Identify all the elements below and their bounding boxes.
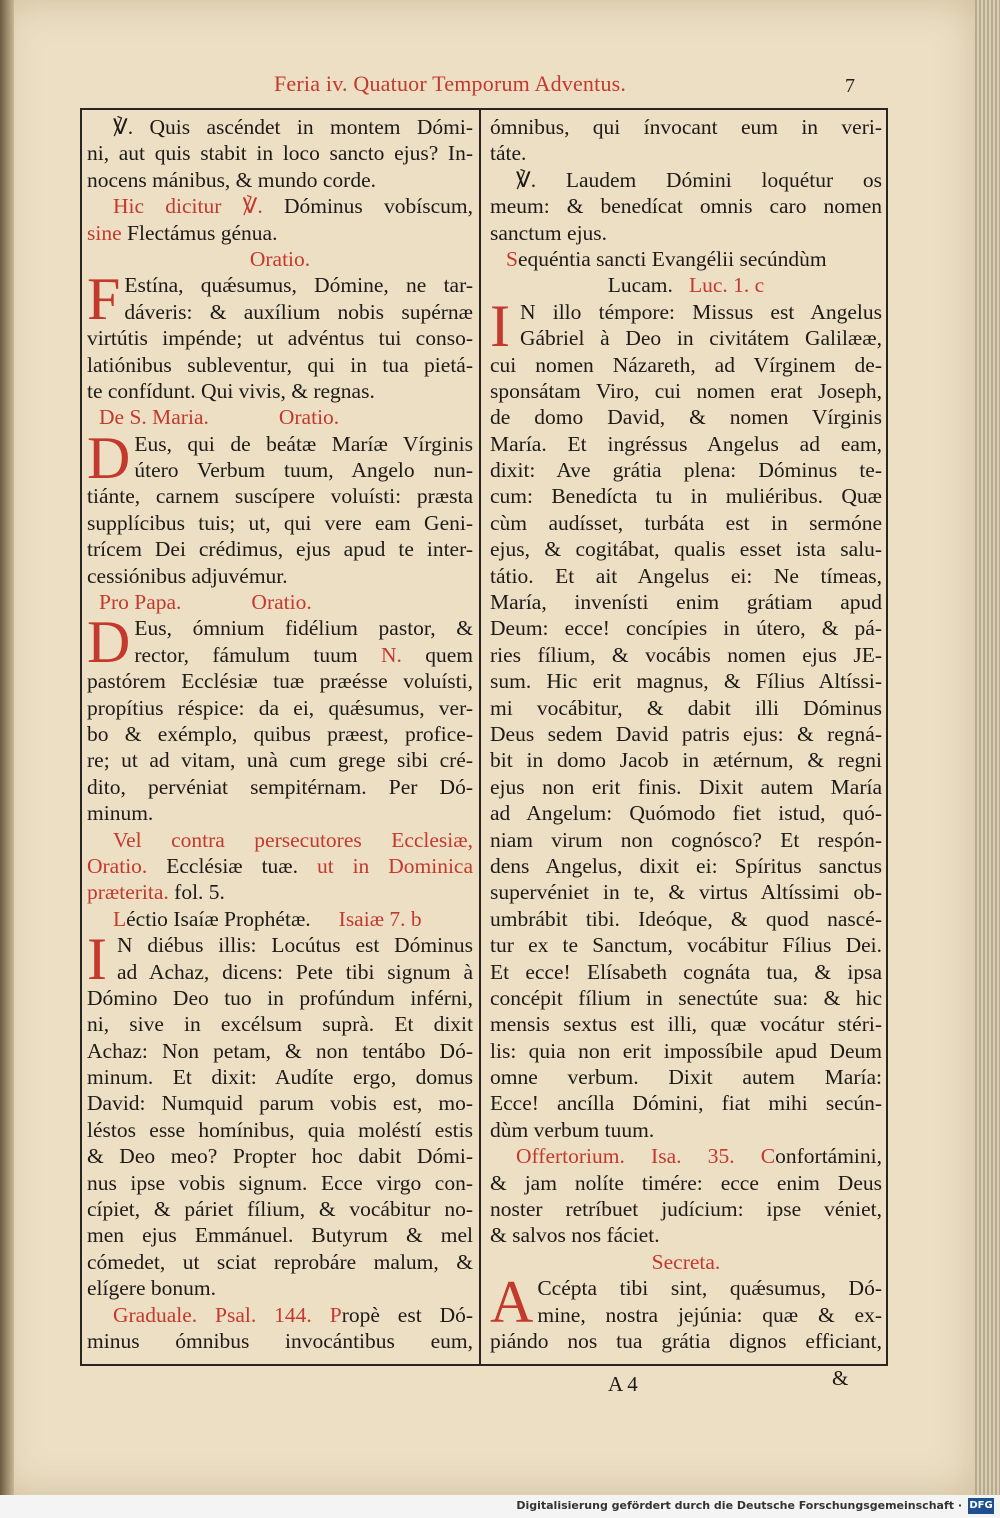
text-line: meum: & benedícat omnis caro nomen	[490, 194, 882, 219]
text-line: cómedet, ut sciat reprobáre malum, &	[87, 1249, 473, 1274]
text-line: ómnibus, qui ínvocant eum in veri-	[490, 115, 882, 139]
text: ropè est Dó-	[341, 1302, 473, 1327]
text-line: sponsátam Viro, cui nomen erat Joseph,	[490, 378, 882, 403]
text-line: sanctum ejus.	[490, 220, 608, 245]
column-divider	[479, 108, 481, 1366]
drop-initial: D	[87, 430, 131, 484]
text: Dóminus vobíscum,	[283, 194, 473, 219]
rubric: ut in Dominica	[316, 853, 473, 878]
text: Flectámus génua.	[127, 220, 278, 245]
text-line: Ccépta tibi sint, quǽsumus, Dó-	[537, 1276, 882, 1301]
rubric-line: Vel contra persecutores Ecclesiæ,	[113, 827, 473, 852]
section-heading: Oratio.	[249, 246, 311, 271]
running-title: Feria iv. Quatuor Temporum Adventus.	[274, 71, 627, 96]
text-line: lis: quia non erit impossíbile apud Deum	[490, 1038, 882, 1063]
text: rector, fámulum tuum	[134, 642, 358, 667]
text-line: N illo témpore: Missus est Angelus	[519, 299, 882, 324]
drop-initial: F	[87, 272, 121, 326]
rubric: Offertorium. Isa. 35.	[516, 1144, 735, 1169]
text-line: útero Verbum tuum, Angelo nun-	[134, 458, 473, 483]
text-line: David: Numquid parum vobis est, mo-	[87, 1091, 473, 1116]
text-line: ries fílium, & vocábis nomen ejus JE-	[490, 642, 882, 667]
text-line: Deus sedem David patris ejus: & regná-	[490, 721, 882, 746]
text-line: niam virum non cognósco? Et respón-	[490, 827, 882, 852]
text-line: María, invenísti enim grátiam apud	[490, 590, 882, 615]
text-line: mensis sextus est illi, quæ vocátur stéri-	[490, 1012, 882, 1037]
text-line: bit in domo Jacob in ætérnum, & regni	[490, 748, 882, 773]
text-line: trícem Dei crédimus, ejus apud te inter-	[87, 537, 473, 562]
rubric: præterita.	[87, 880, 169, 905]
initial: L	[113, 906, 127, 931]
text-line: cessiónibus adjuvémur.	[87, 563, 288, 588]
text-line: virtútis impénde; ut advéntus tui conso-	[87, 326, 473, 351]
text-line: N diébus illis: Locútus est Dóminus	[116, 933, 473, 958]
lesson-heading	[87, 906, 473, 932]
citation: Isaiæ 7. b	[338, 906, 422, 931]
text-line: noster retríbuet judícium: ipse véniet,	[490, 1197, 882, 1222]
text-line: mine, nostra jejúnia: quæ & ex-	[537, 1302, 882, 1327]
page-edges	[975, 0, 1000, 1495]
section-heading	[87, 589, 473, 615]
text-line: ad Angelum: Quómodo fiet istud, quó-	[490, 801, 882, 826]
page-number: 7	[845, 75, 855, 97]
section-heading: Secreta.	[651, 1249, 721, 1274]
heading-text: equéntia sancti Evangélii secúndùm	[517, 246, 827, 271]
text-line: Eus, qui de beátæ Maríæ Vírginis	[134, 431, 473, 456]
heading-part: Oratio.	[251, 590, 312, 615]
text-line: tiánte, carnem suscípere voluísti: præsta	[87, 484, 473, 509]
drop-initial: I	[490, 298, 510, 352]
text-line: María. Et ingréssus Angelus ad eam,	[490, 431, 882, 456]
text-line: de domo David, & nomen Vírginis	[490, 405, 882, 430]
text-line: ℣. Laudem Dómini loquétur os	[516, 167, 882, 192]
initial: P	[329, 1302, 342, 1327]
text-line: nus ipse vobis signum. Ecce virgo con-	[87, 1170, 473, 1195]
text-line: Deum: ecce! concípies in útero, & pá-	[490, 616, 882, 641]
text-line: ni, sive in excélsum suprà. Et dixit	[87, 1012, 473, 1037]
signature-mark: A 4	[608, 1372, 638, 1396]
text-line: supplícibus tuis; ut, qui vere eam Geni-	[87, 510, 473, 535]
text-line: Ecce! ancílla Dómini, fiat mihi secún-	[490, 1091, 882, 1116]
text-line: sum. Hic erit magnus, & Fílius Altíssi-	[490, 669, 882, 694]
drop-initial: I	[87, 932, 107, 985]
paragraph-pope	[87, 615, 473, 668]
text-line: Et ecce! Elísabeth cognáta tua, & ipsa	[490, 959, 882, 984]
text-line: dixit: Ave grátia plena: Dóminus te-	[490, 458, 882, 483]
text-line: cum: Benedícta tu in muliéribus. Quæ	[490, 484, 882, 509]
text-line: re; ut ad vitam, unà cum grege sibi cré-	[87, 748, 473, 773]
gospel-heading	[490, 272, 882, 298]
digitization-footer	[0, 1495, 1000, 1518]
text-line: Estína, quǽsumus, Dómine, ne tar-	[124, 273, 473, 298]
text-line: ad Achaz, dicens: Pete tibi signum à	[116, 959, 473, 984]
paragraph-secret	[490, 1275, 882, 1328]
footer-credit: Digitalisierung gefördert durch die Deutsche Forschungsgemeinschaft ·	[516, 1499, 962, 1512]
rubric: Graduale. Psal. 144.	[113, 1302, 312, 1327]
offertory-line	[490, 1143, 882, 1169]
text-line: & Deo meo? Propter hoc dabit Dómi-	[87, 1144, 473, 1169]
initial: C	[760, 1144, 776, 1169]
rubric-line	[87, 879, 473, 905]
paragraph-marian	[87, 431, 473, 484]
initial: S	[506, 246, 518, 271]
text-line: ejus non erit finis. Dixit autem María	[490, 774, 882, 799]
heading-part: De S. Maria.	[99, 405, 209, 430]
text-line: dáveris: & auxílium nobis supérnæ	[124, 299, 473, 324]
text-line: Eus, ómnium fidélium pastor, &	[134, 616, 473, 641]
catchword: &	[832, 1366, 849, 1390]
text-line: supervéniet in te, & virtus Altíssimi ob-	[490, 880, 882, 905]
drop-initial: A	[490, 1275, 534, 1328]
text-line: dens Angelus, dixit ei: Spíritus sanctus	[490, 853, 882, 878]
text-line: pastórem Ecclésiæ tuæ præésse voluísti,	[87, 669, 473, 694]
text-line: tur ex te Sanctum, vocábitur Fílius Dei.	[490, 933, 882, 958]
text-line: Dómino Deo tuo in profúndum inférni,	[87, 985, 473, 1010]
section-heading	[87, 404, 473, 430]
text-line: te confídunt. Qui vivis, & regnas.	[87, 378, 375, 403]
text-line: Gábriel à Deo in civitátem Galilææ,	[519, 326, 882, 351]
text-line: nocens mánibus, & mundo corde.	[87, 167, 377, 192]
gradual-line	[87, 1302, 473, 1328]
text-line: men ejus Emmánuel. Butyrum & mel	[87, 1223, 473, 1248]
text-line: piándo nos tua grátia dignos efficiant,	[490, 1328, 882, 1353]
binding-spine	[0, 0, 14, 1495]
paragraph-isaiah	[87, 932, 473, 985]
text-line: cùm audísset, turbáta est in sermóne	[490, 510, 882, 535]
text-line	[134, 642, 473, 668]
rubric-line	[87, 220, 473, 246]
rubric: Oratio.	[87, 853, 148, 878]
paragraph-collect	[87, 272, 473, 325]
dfg-logo: DFG	[968, 1498, 994, 1514]
text-line: propítius réspice: da ei, quǽsumus, ver-	[87, 695, 473, 720]
heading-part: Pro Papa.	[99, 590, 182, 615]
text: fol. 5.	[174, 880, 225, 905]
text-line: Achaz: Non petam, & non tentábo Dó-	[87, 1038, 473, 1063]
text-line: cípiet, & páriet fílium, & vocábitur no-	[87, 1197, 473, 1222]
citation: Luc. 1. c	[688, 273, 765, 298]
text-line: & jam nolíte timére: ecce enim Deus	[490, 1170, 882, 1195]
text-line: minum. Et dixit: Audíte ergo, domus	[87, 1065, 473, 1090]
text: onfortámini,	[775, 1144, 882, 1169]
text-line: latiónibus subleventur, qui in tua pietá-	[87, 352, 473, 377]
text-line: ℣. Quis ascéndet in montem Dómi-	[113, 115, 473, 139]
rubric-line	[87, 193, 473, 219]
text-line: mi vocábitur, & dabit illi Dóminus	[490, 695, 882, 720]
rubric: sine	[87, 220, 122, 245]
text: Ecclésiæ tuæ.	[166, 853, 299, 878]
heading-text: Lucam.	[607, 273, 673, 298]
heading-part: Oratio.	[278, 405, 340, 430]
text-line: minus ómnibus invocántibus eum,	[87, 1328, 473, 1353]
text-line: bo & exémplo, quibus præest, profice-	[87, 721, 473, 746]
heading-text: éctio Isaíæ Prophétæ.	[126, 906, 311, 931]
drop-initial: D	[87, 615, 131, 669]
text-line: dito, pervéniat sempitérnam. Per Dó-	[87, 774, 473, 799]
text-line: concépit fílium in senectúte sua: & hic	[490, 985, 882, 1010]
left-column	[87, 114, 473, 1354]
gospel-heading	[490, 246, 882, 272]
text-line: umbrábit tibi. Ideóque, & quod nascé-	[490, 906, 882, 931]
rubric-line	[87, 853, 473, 879]
rubric: Hic dicitur ℣.	[113, 194, 263, 219]
text-line: tátio. Et ait Angelus ei: Ne tímeas,	[490, 563, 882, 588]
text-line: omne verbum. Dixit autem María:	[490, 1065, 882, 1090]
text-line: minum.	[87, 801, 154, 826]
paragraph-gospel	[490, 299, 882, 352]
text-line: & salvos nos fáciet.	[490, 1223, 660, 1248]
rubric: N.	[380, 642, 402, 667]
text-line: ejus, & cogitábat, qualis esset ista salu-	[490, 537, 882, 562]
text-line: cui nomen Názareth, ad Vírginem de-	[490, 352, 882, 377]
text: quem	[425, 642, 473, 667]
text-line: táte.	[490, 141, 527, 166]
text-line: dùm verbum tuum.	[490, 1117, 655, 1142]
text-line: ni, aut quis stabit in loco sancto ejus? In-	[87, 141, 473, 166]
text-line: léstos esse homínibus, quia moléstí estis	[87, 1117, 473, 1142]
text-line: elígere bonum.	[87, 1276, 216, 1301]
right-column	[490, 114, 882, 1354]
